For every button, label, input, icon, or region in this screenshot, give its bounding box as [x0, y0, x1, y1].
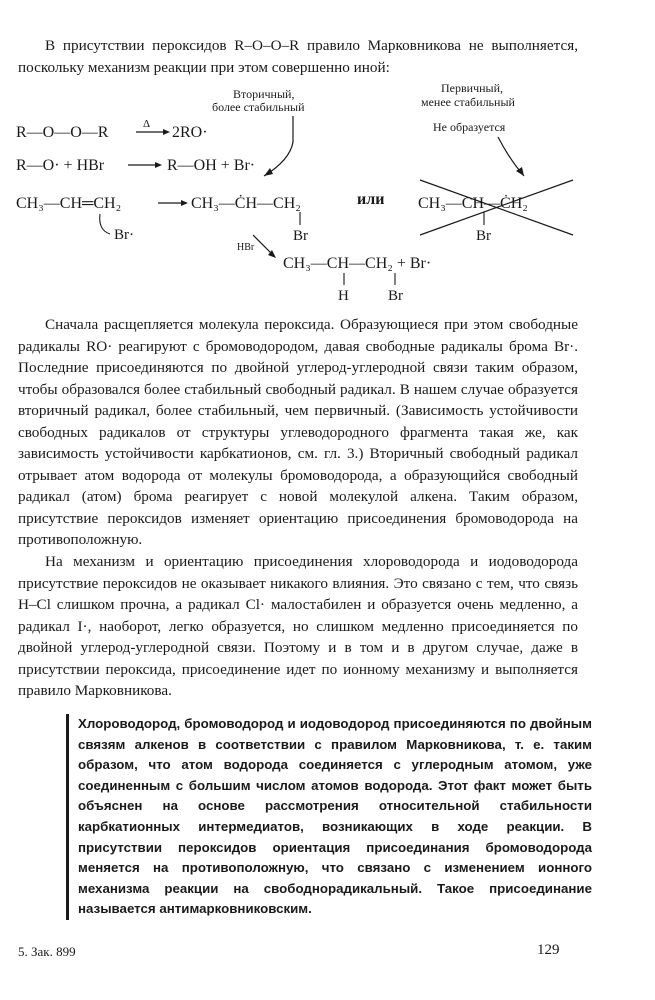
- secondary-radical: CH₃—ĊH—CH₂: [191, 195, 301, 212]
- page-number: 129: [537, 942, 560, 958]
- label-primary-line2: менее стабильный: [421, 95, 515, 109]
- intro-paragraph: В присутствии пероксидов R–O–O–R правило Марковникова не выполняется, поскольку механизм реакции при этом совершенно иной:: [18, 37, 578, 76]
- hbr-label: HBr: [237, 242, 255, 253]
- label-secondary-line1: Вторичный,: [233, 87, 295, 101]
- final-product-h: H: [338, 288, 349, 304]
- eq2-reactants: R—O· + HBr: [16, 157, 105, 174]
- eq2-arrowhead: [155, 162, 162, 168]
- eq1-arrowhead: [163, 129, 170, 135]
- primary-radical: CH₃—CH—ĊH₂: [418, 195, 528, 212]
- secondary-radical-br: Br: [293, 228, 308, 244]
- pointer-secondary-arrowhead: [264, 168, 273, 176]
- bromine-attack-arrow: [100, 214, 110, 234]
- eq1-delta: Δ: [143, 118, 151, 130]
- eq1-reactant: R—O—O—R: [16, 124, 109, 141]
- reaction-scheme: [0, 84, 655, 314]
- eq1-product: 2RO·: [172, 124, 208, 141]
- label-primary-line1: Первичный,: [441, 84, 504, 95]
- eq2-products: R—OH + Br·: [167, 157, 256, 174]
- or-word: или: [357, 191, 385, 208]
- label-secondary-line2: более стабильный: [212, 100, 305, 114]
- eq3-bromine-radical: Br·: [114, 227, 134, 243]
- final-product: CH₃—CH—CH₂ + Br·: [283, 255, 432, 272]
- hbr-step-arrow: [253, 235, 273, 255]
- final-product-br: Br: [388, 288, 403, 304]
- eq3-alkene: CH₃—CH═CH₂: [16, 195, 122, 212]
- pointer-secondary-arrow: [264, 116, 293, 176]
- eq3-arrowhead: [181, 200, 188, 206]
- label-not-formed: Не образуется: [433, 120, 506, 134]
- print-order-note: 5. Зак. 899: [18, 944, 76, 959]
- primary-radical-br: Br: [476, 228, 491, 244]
- rule-summary-box: Хлороводород, бромоводород и иодоводород присоединяются по двойным связям алкенов в соответствии с правилом Марковникова, т. е. таким образом, что атом водорода соединяется с углеродным атомом, уже соединенным с большим числом атомов водорода. Этот факт может быть объяснен на основе рассмотрения относительной стабильности карбкатионных интермедиатов, возникающих в ходе реакции. В присутствии пероксидов ориентация присоединания бромоводорода меняется на противоположную, что связано с изменением ионного механизма реакции на свободнорадикальный. Такое присоединание называется антимарковниковским.: [66, 714, 592, 920]
- paragraph-mechanism: Сначала расщепляется молекула пероксида. Образующиеся при этом свободные радикалы RO· реагируют с бромоводородом, давая свободные радикалы брома Br·. Последние присоединяются по двойной углерод-углеродной связи таким образом, чтобы образовался более стабильный свободный радикал. В нашем случае образуется вторичный радикал, более стабильный, чем первичный. (Зависимость устойчивости свободных радикалов от структуры углеводородного фрагмента такая же, как зависимость устойчивости карбкатионов, см. гл. 3.) Вторичный свободный радикал отрывает атом водорода от молекулы бромоводорода, а образующийся свободный радикал (атом) брома реагирует с новой молекулой алкена. Таким образом, присутствие пероксидов изменяет ориентацию присоединения бромоводорода на противоположную.: [18, 316, 578, 548]
- paragraph-hcl-hi: На механизм и ориентацию присоединения хлороводорода и иодоводорода присутствие пероксидов не оказывает никакого влияния. Это связано с тем, что связь H–Cl слишком прочна, а радикал Cl· малостабилен и образуется очень медленно, а радикал I·, наоборот, легко образуется, но слишком медленно присоединяется по двойной углерод-углеродной связи. Поэтому и в том и в другом случае, даже в присутствии пероксида, присоединение идет по ионному механизму и выполняется правило Марковникова.: [18, 553, 578, 699]
